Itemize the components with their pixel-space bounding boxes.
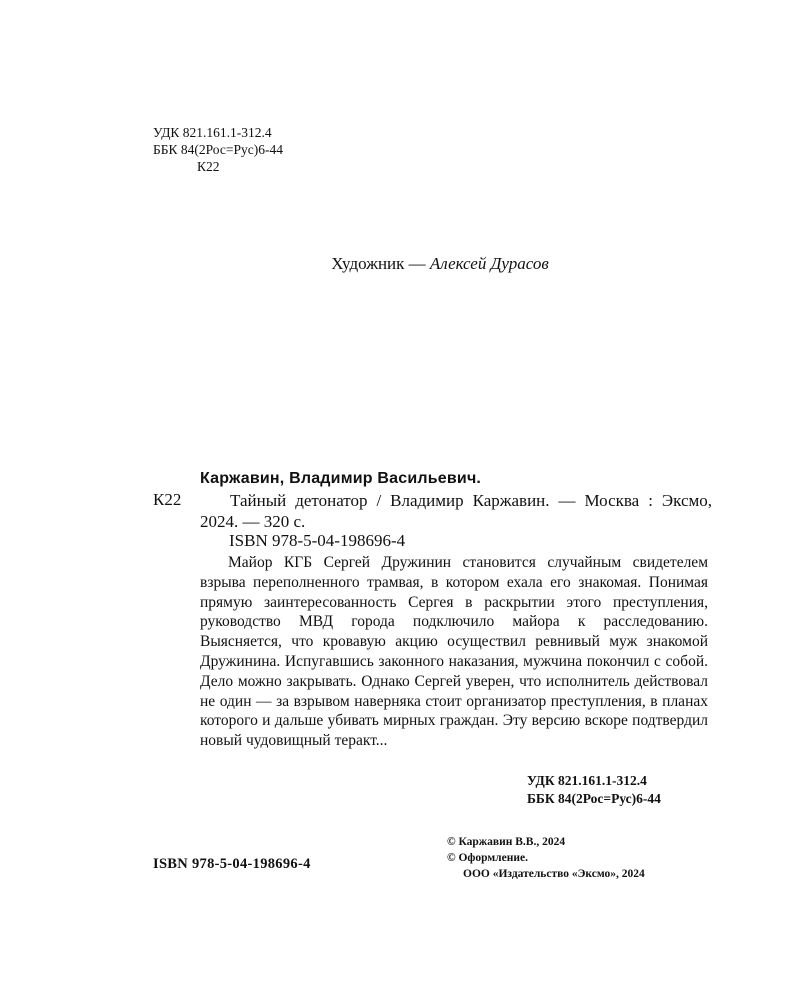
classification-block-bottom <box>527 772 661 808</box>
catalog-isbn: ISBN 978-5-04-198696-4 <box>229 531 406 550</box>
catalog-author: Каржавин, Владимир Васильевич. <box>200 470 482 487</box>
catalog-description: Тайный детонатор / Владимир Каржавин. — Москва : Эксмо, 2024. — 320 с. <box>200 491 712 531</box>
annotation-text: Майор КГБ Сергей Дружинин становится случайным свидетелем взрыва переполненного трамвая, в котором ехала его знакомая. Понимая прямую заинтересованность Сергея в раскрытии этого преступления, руководство МВД города подключило майора к расследованию. Выясняется, что кровавую акцию осуществил ревнивый муж знакомой Дружинина. Испугавшись законного наказания, мужчина покончил с собой. Дело можно закрывать. Однако Сергей уверен, что исполнитель действовал не один — за взрывом наверняка стоит организатор преступления, в планах которого и дальше убивать мирных граждан. Эту версию вскоре подтвердил новый чудовищный теракт... <box>200 554 708 750</box>
artist-name: Алексей Дурасов <box>429 254 549 273</box>
copyright-author: © Каржавин В.В., 2024 <box>447 836 566 848</box>
udk-code: УДК 821.161.1-312.4 <box>153 125 272 140</box>
classification-block-top <box>153 124 283 175</box>
artist-credit <box>0 254 800 274</box>
copyright-publisher: ООО «Издательство «Эксмо», 2024 <box>463 868 645 880</box>
copyright-design: © Оформление. <box>447 852 528 864</box>
bbk-code: ББК 84(2Рос=Рус)6-44 <box>153 142 283 157</box>
author-mark: К22 <box>197 159 220 174</box>
isbn-bottom: ISBN 978-5-04-198696-4 <box>153 856 311 872</box>
udk-code-bottom: УДК 821.161.1-312.4 <box>527 773 647 788</box>
copyright-block <box>447 834 645 882</box>
artist-label: Художник — <box>331 254 430 273</box>
catalog-author-mark: К22 <box>153 490 182 509</box>
bbk-code-bottom: ББК 84(2Рос=Рус)6-44 <box>527 791 661 806</box>
